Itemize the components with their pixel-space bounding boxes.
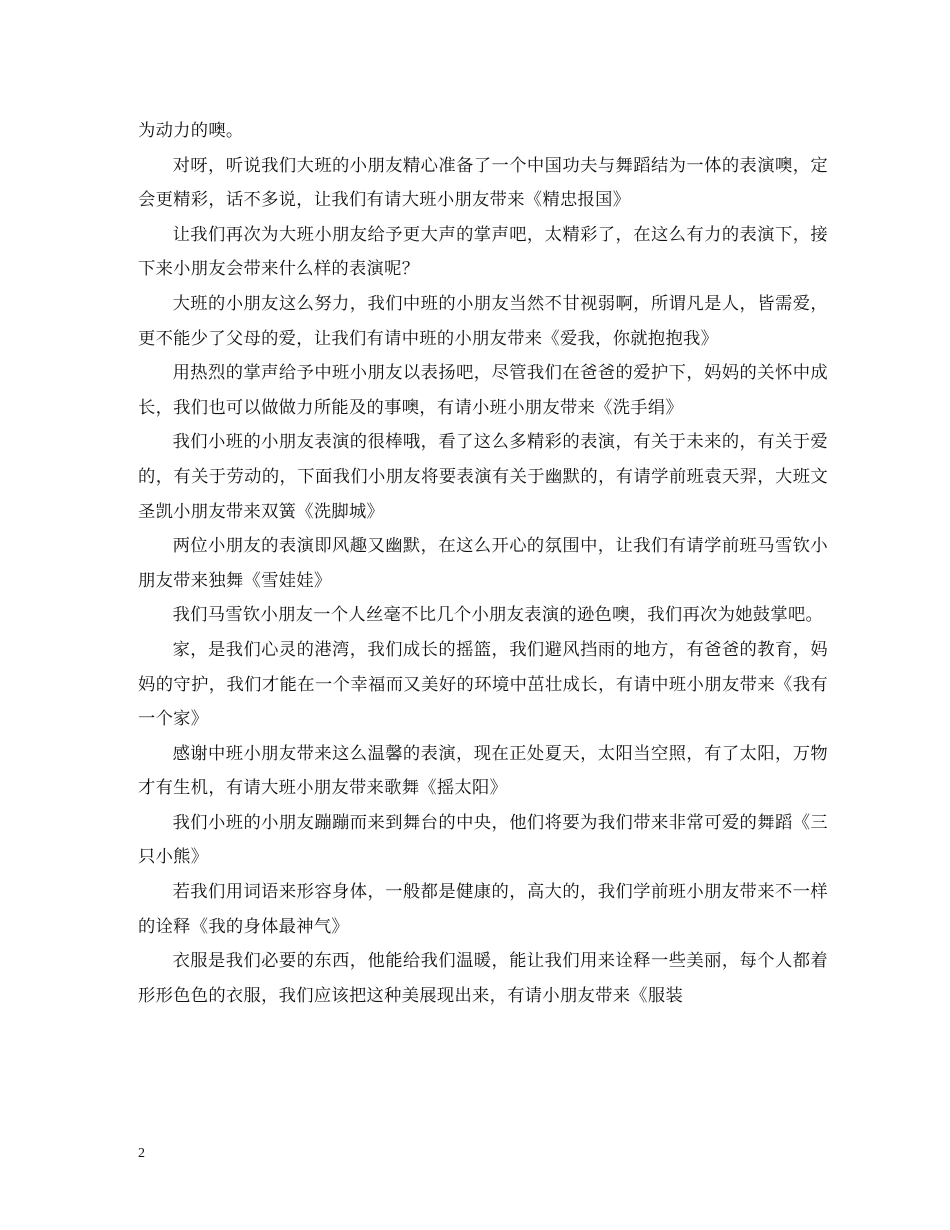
paragraph: 两位小朋友的表演即风趣又幽默，在这么开心的氛围中，让我们有请学前班马雪钦小朋友带来独舞《雪娃娃》 xyxy=(138,536,828,591)
paragraph: 若我们用词语来形容身体，一般都是健康的，高大的，我们学前班小朋友带来不一样的诠释《我的身体最神气》 xyxy=(138,882,828,937)
paragraph: 我们小班的小朋友表演的很棒哦，看了这么多精彩的表演，有关于未来的，有关于爱的，有关于劳动的，下面我们小朋友将要表演有关于幽默的，有请学前班袁天羿，大班文圣凯小朋友带来双簧《洗脚城》 xyxy=(138,432,828,522)
paragraph: 让我们再次为大班小朋友给予更大声的掌声吧，太精彩了，在这么有力的表演下，接下来小朋友会带来什么样的表演呢？ xyxy=(138,224,828,280)
page-number: 2 xyxy=(138,1146,145,1161)
paragraph: 衣服是我们必要的东西，他能给我们温暖，能让我们用来诠释一些美丽，每个人都着形形色色的衣服，我们应该把这种美展现出来，有请小朋友带来《服装 xyxy=(138,951,828,1006)
paragraph: 感谢中班小朋友带来这么温馨的表演，现在正处夏天，太阳当空照，有了太阳，万物才有生机，有请大班小朋友带来歌舞《摇太阳》 xyxy=(138,743,828,799)
paragraph: 用热烈的掌声给予中班小朋友以表扬吧，尽管我们在爸爸的爱护下，妈妈的关怀中成长，我们也可以做做力所能及的事噢，有请小班小朋友带来《洗手绢》 xyxy=(138,363,828,418)
paragraph: 我们马雪钦小朋友一个人丝毫不比几个小朋友表演的逊色噢，我们再次为她鼓掌吧。 xyxy=(172,605,824,626)
paragraph: 我们小班的小朋友蹦蹦而来到舞台的中央，他们将要为我们带来非常可爱的舞蹈《三只小熊》 xyxy=(138,812,828,868)
paragraph: 对呀，听说我们大班的小朋友精心准备了一个中国功夫与舞蹈结为一体的表演噢，定会更精彩，话不多说，让我们有请大班小朋友带来《精忠报国》 xyxy=(138,155,828,211)
paragraph: 家，是我们心灵的港湾，我们成长的摇篮，我们避风挡雨的地方，有爸爸的教育，妈妈的守护，我们才能在一个幸福而又美好的环境中茁壮成长，有请中班小朋友带来《我有一个家》 xyxy=(138,639,828,730)
paragraph: 大班的小朋友这么努力，我们中班的小朋友当然不甘视弱啊，所谓凡是人，皆需爱，更不能少了父母的爱，让我们有请中班的小朋友带来《爱我，你就抱抱我》 xyxy=(138,293,828,349)
document-body xyxy=(138,114,828,1013)
paragraph-continuation: 为动力的噢。 xyxy=(138,121,244,141)
